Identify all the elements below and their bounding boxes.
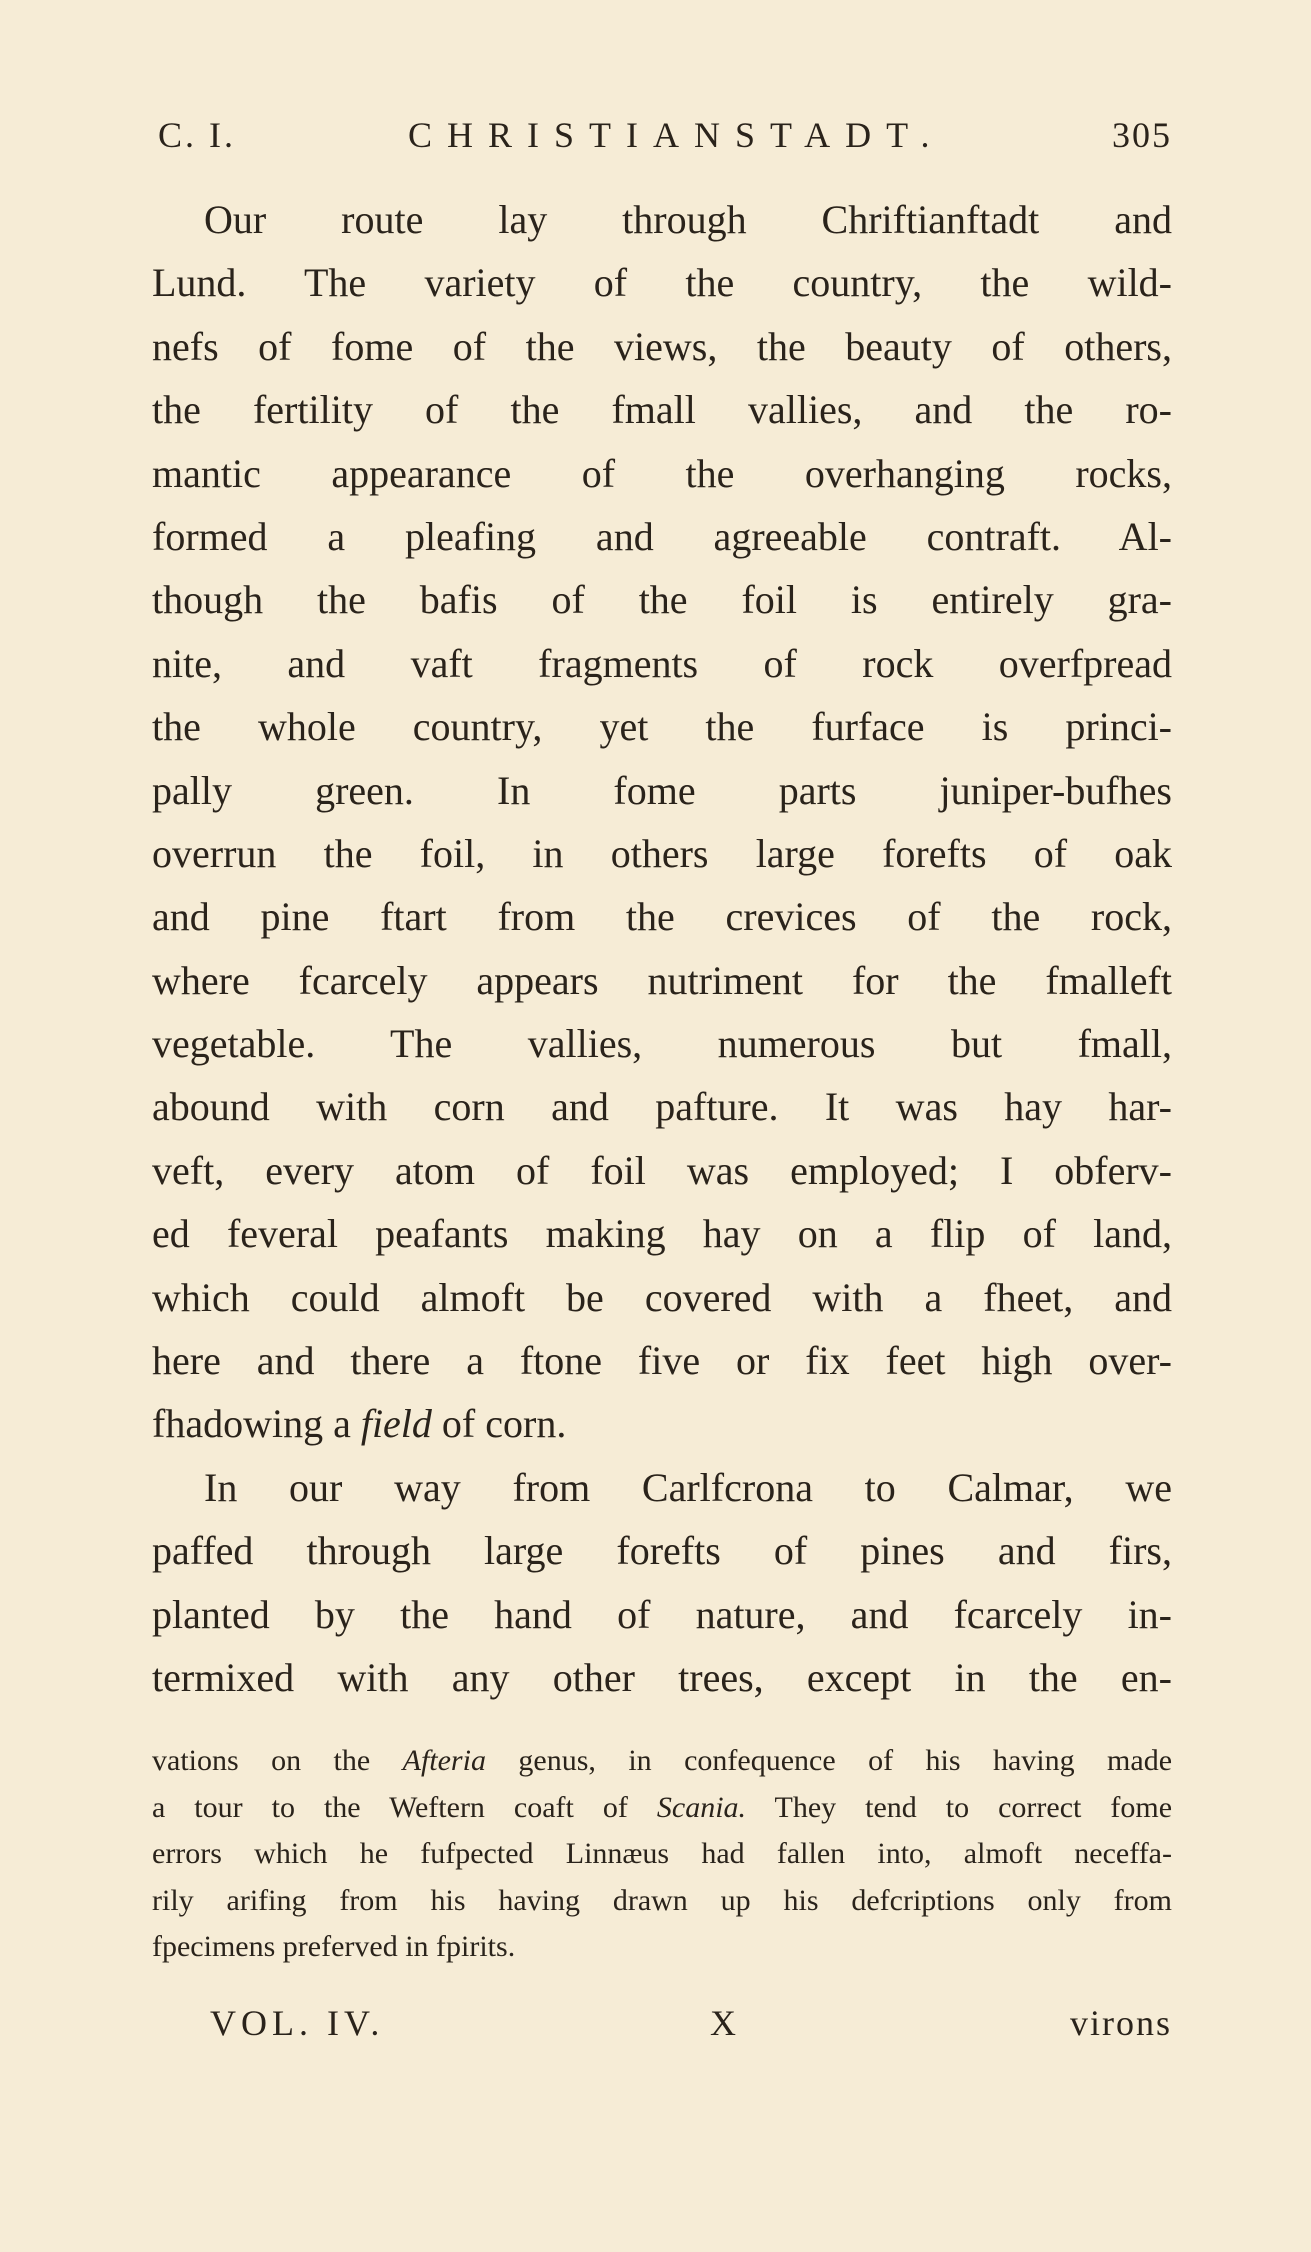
footnote-line: rily arifing from his having drawn up his defcriptions only from (152, 1883, 1172, 1917)
text-line (152, 1392, 1172, 1455)
text-line: nefs of fome of the views, the beauty of others, (152, 323, 1172, 369)
text-line: paffed through large forefts of pines and firs, (152, 1528, 1172, 1574)
italic-word: Afteria (402, 1744, 486, 1777)
text-line: Our route lay through Chriftianftadt and (204, 197, 1172, 242)
chapter-marker: C. I. (158, 115, 236, 155)
text-segment: vations on the (152, 1744, 371, 1777)
text-line: though the bafis of the foil is entirely gra- (152, 577, 1172, 623)
footnote-line: errors which he fufpected Linnæus had fallen into, almoft neceffa- (152, 1837, 1172, 1870)
text-line: abound with corn and pafture. It was hay har- (152, 1084, 1172, 1130)
text-line: In our way from Carlfcrona to Calmar, we (204, 1464, 1172, 1510)
signature-mark: X (710, 2003, 736, 2043)
text-line: vegetable. The vallies, numerous but fmall, (152, 1021, 1172, 1067)
footnote-line (152, 1738, 1172, 1785)
text-line: pally green. In fome parts juniper-bufhes (152, 767, 1172, 813)
text-line: Lund. The variety of the country, the wild- (152, 260, 1172, 306)
text-line: nite, and vaft fragments of rock overfpread (152, 640, 1172, 686)
text-segment: of corn. (441, 1401, 567, 1447)
text-line: the fertility of the fmall vallies, and the ro- (152, 387, 1172, 433)
italic-word: field (360, 1401, 432, 1447)
footnote (152, 1738, 1172, 1971)
running-title: CHRISTIANSTADT. (408, 115, 945, 155)
text-line: planted by the hand of nature, and fcarcely in- (152, 1591, 1172, 1637)
text-line: and pine ftart from the crevices of the rock, (152, 894, 1172, 940)
text-line: where fcarcely appears nutriment for the fmalleft (152, 957, 1172, 1003)
page-number: 305 (1112, 115, 1172, 155)
text-line: the whole country, yet the furface is princi- (152, 704, 1172, 750)
text-line: termixed with any other trees, except in the en- (152, 1654, 1172, 1700)
main-text (152, 188, 1172, 1709)
text-segment: genus, in confequence of his having made (518, 1744, 1172, 1777)
text-line: overrun the foil, in others large forefts of oak (152, 830, 1172, 876)
text-segment: fhadowing a (152, 1401, 351, 1447)
footnote-line (152, 1785, 1172, 1832)
italic-word: Scania. (656, 1790, 747, 1824)
catchword: virons (1070, 2003, 1172, 2043)
text-segment: They tend to correct fome (774, 1790, 1172, 1824)
volume-marker: VOL. IV. (210, 2003, 385, 2043)
text-line: veft, every atom of foil was employed; I obferv- (152, 1147, 1172, 1193)
text-line: formed a pleafing and agreeable contraft. Al- (152, 513, 1172, 559)
text-segment: a tour to the Weftern coaft of (152, 1790, 628, 1824)
footnote-line: fpecimens preferved in fpirits. (152, 1930, 516, 1963)
text-line: which could almoft be covered with a fheet, and (152, 1274, 1172, 1320)
running-head (158, 112, 1172, 158)
page-footer (210, 1998, 1172, 2048)
text-line: ed feveral peafants making hay on a flip of land, (152, 1211, 1172, 1257)
text-line: here and there a ftone five or fix feet high over- (152, 1338, 1172, 1384)
text-line: mantic appearance of the overhanging rocks, (152, 450, 1172, 496)
